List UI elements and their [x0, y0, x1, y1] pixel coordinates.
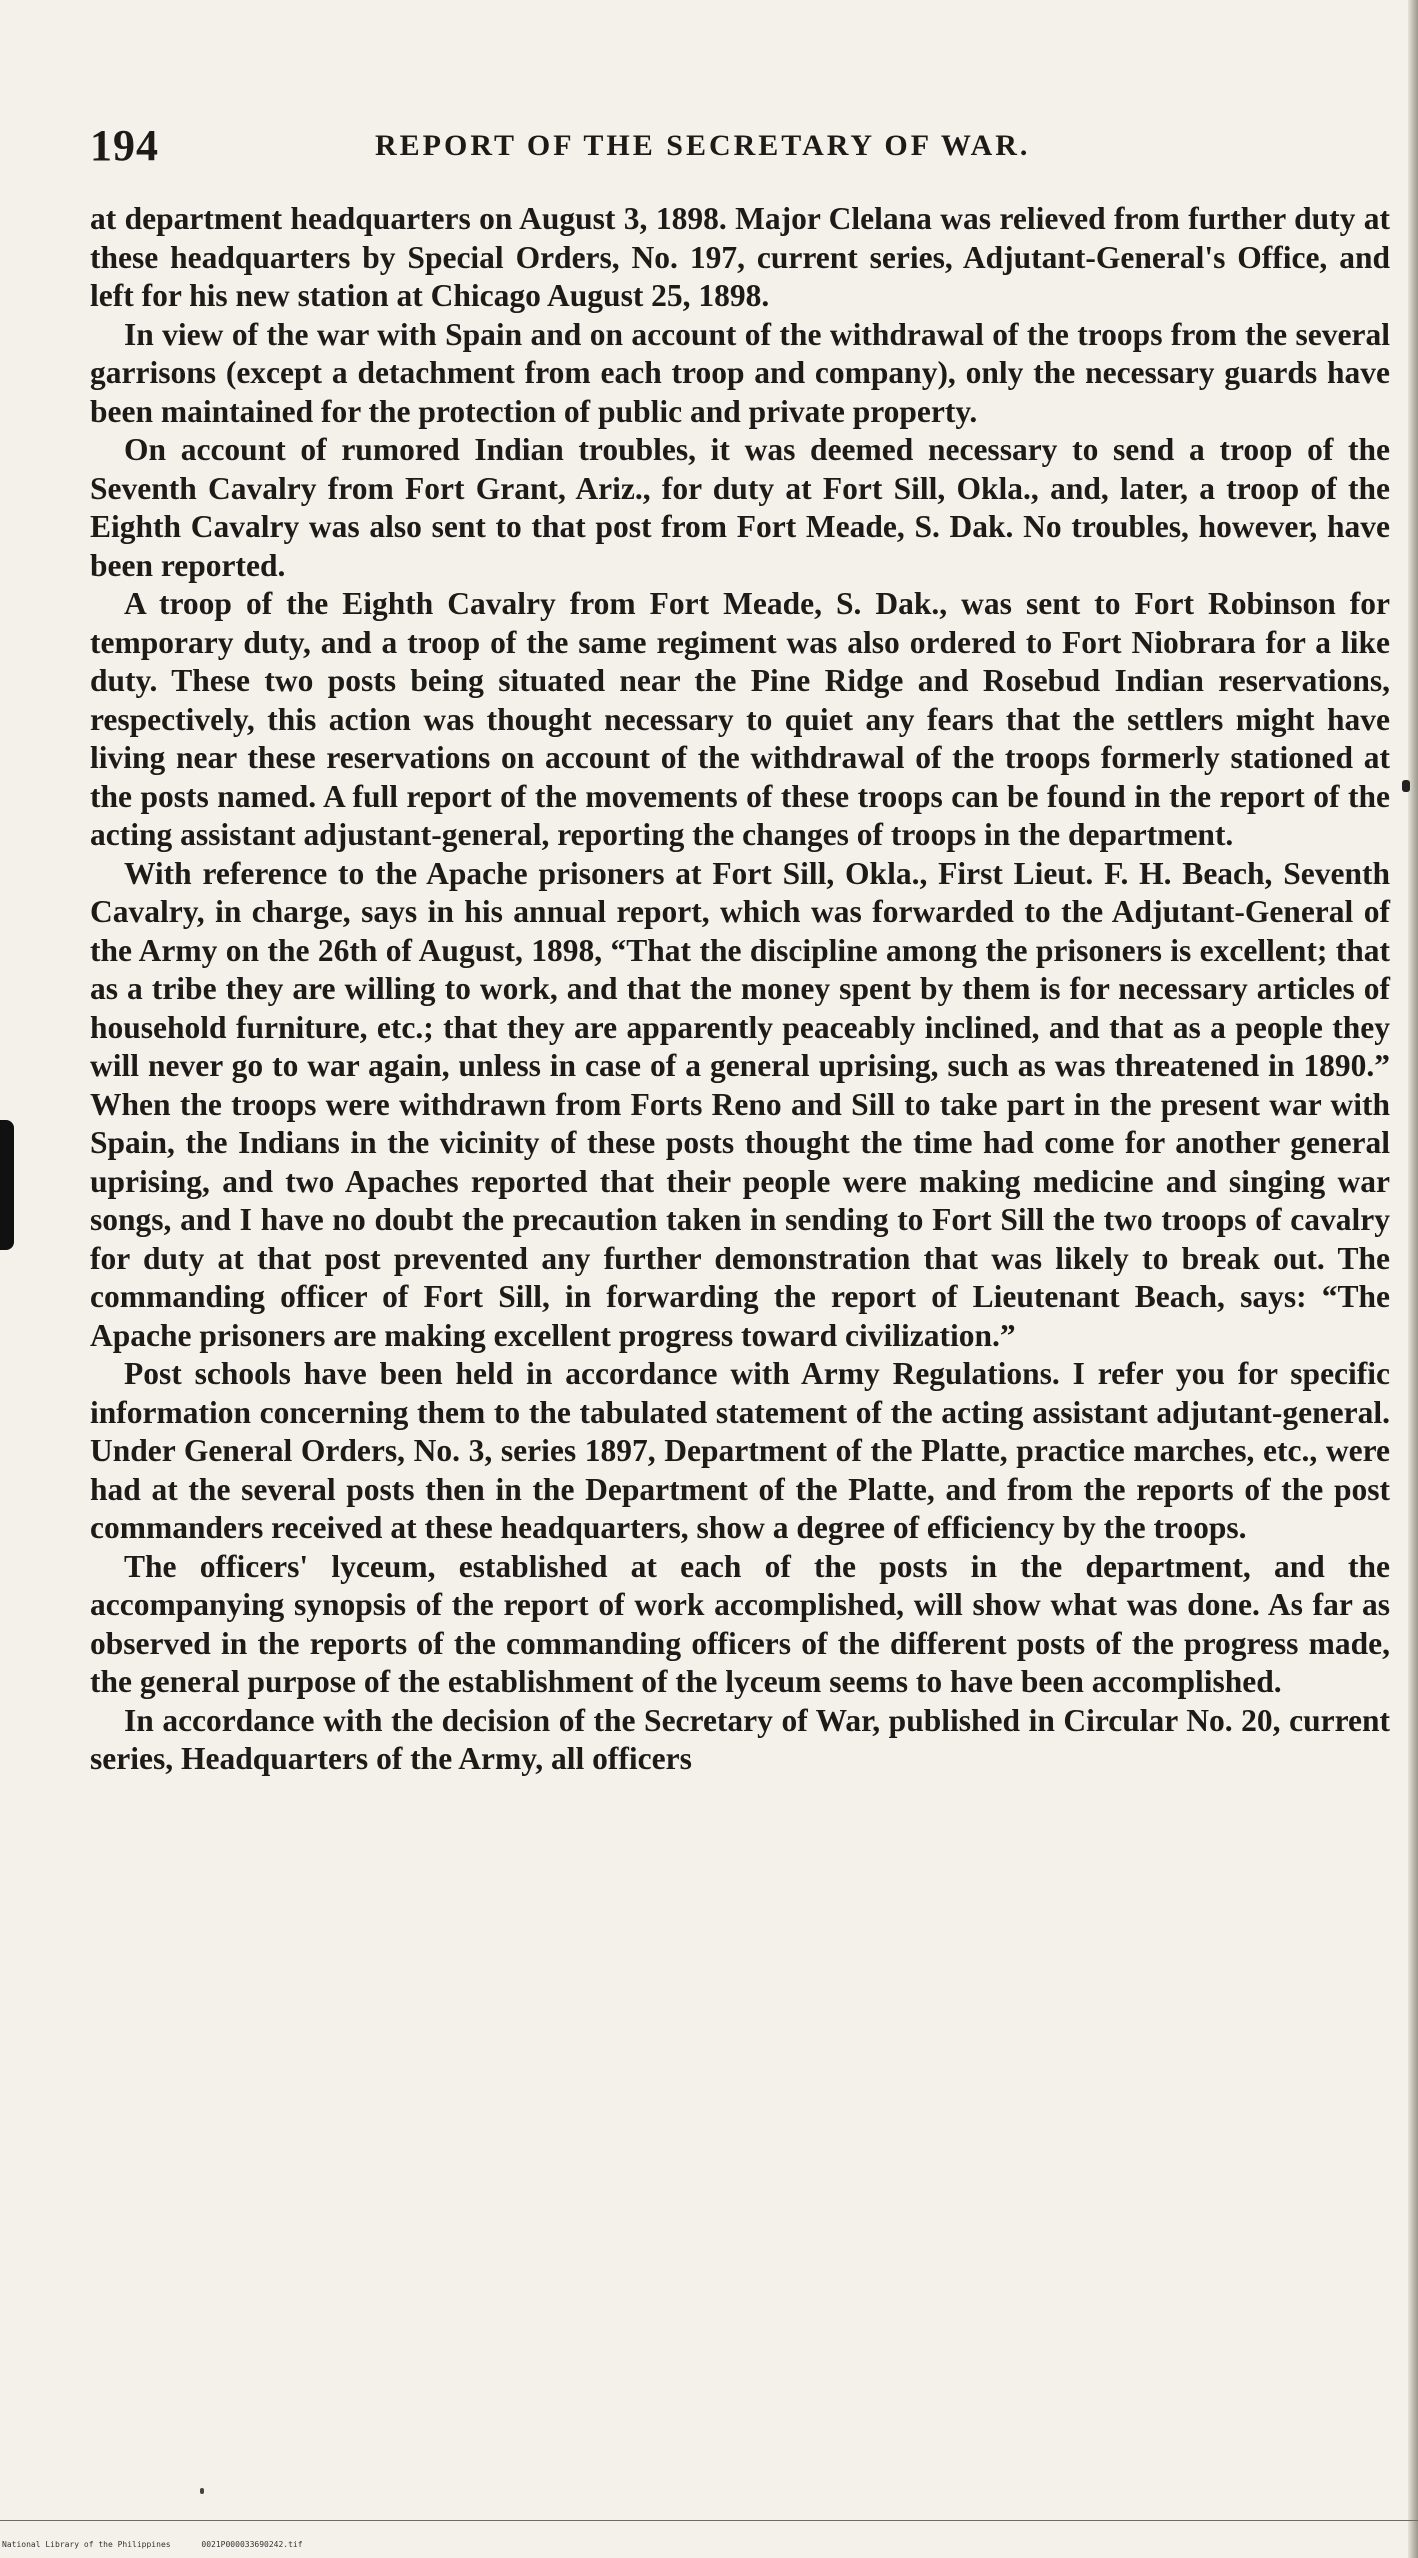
- paragraph-indian-troubles: On account of rumored Indian troubles, it was deemed necessary to send a troop of the Seventh Cavalry from Fort Grant, Ariz., for duty at Fort Sill, Okla., and, later, a troop of the Eighth Cavalry was also sent to that post from Fort Meade, S. Dak. No troubles, however, have been reported.: [90, 432, 1390, 583]
- footer-rule: [0, 2520, 1418, 2521]
- binding-shadow: [0, 1120, 14, 1250]
- paragraph-war-with-spain: In view of the war with Spain and on account of the withdrawal of the troops from the several garrisons (except a detachment from each troop and company), only the necessary guards have been maintained for the protection of public and private property.: [90, 316, 1390, 429]
- paragraph-post-schools: Post schools have been held in accordance with Army Regulations. I refer you for specific information concerning them to the tabulated statement of the acting assistant adjutant-general. Under General Orders, No. 3, series 1897, Department of the Platte, practice marches, etc., were had at the several posts then in the Department of the Platte, and from the reports of the post commanders received at these headquarters, show a degree of efficiency by the troops.: [90, 1356, 1390, 1545]
- page-header: [90, 120, 1390, 180]
- paragraph-apache-prisoners: With reference to the Apache prisoners at Fort Sill, Okla., First Lieut. F. H. Beach, Seventh Cavalry, in charge, says in his annual report, which was forwarded to the Adjutant-General of the Army on the 26th of August, 1898, “That the discipline among the prisoners is excellent; that as a tribe they are willing to work, and that the money spent by them is for necessary articles of household furniture, etc.; that they are apparently peaceably inclined, and that as a people they will never go to war again, unless in case of a general uprising, such as was threatened in 1890.” When the troops were withdrawn from Forts Reno and Sill to take part in the present war with Spain, the Indians in the vicinity of these posts thought the time had come for another general uprising, and two Apaches reported that their people were making medicine and singing war songs, and I have no doubt the precaution taken in sending to Fort Sill the two troops of cavalry for duty at that post prevented any further demonstration that was likely to break out. The commanding officer of Fort Sill, in forwarding the report of Lieutenant Beach, says: “The Apache prisoners are making excellent progress toward civilization.”: [90, 855, 1390, 1353]
- ink-speck: [200, 2488, 204, 2494]
- paragraph-eighth-cavalry: A troop of the Eighth Cavalry from Fort Meade, S. Dak., was sent to Fort Robinson for temporary duty, and a troop of the same regiment was also ordered to Fort Niobrara for a like duty. These two posts being situated near the Pine Ridge and Rosebud Indian reservations, respectively, this action was thought necessary to quiet any fears that the settlers might have living near these reservations on account of the withdrawal of the troops formerly stationed at the posts named. A full report of the movements of these troops can be found in the report of the acting assistant adjustant-general, reporting the changes of troops in the department.: [90, 586, 1390, 852]
- body-text: [90, 200, 1390, 1779]
- footer-library: National Library of the Philippines: [2, 2540, 171, 2549]
- paragraph-circular-no-20: In accordance with the decision of the Secretary of War, published in Circular No. 20, current series, Headquarters of the Army, all officers: [90, 1702, 1390, 1776]
- paragraph-officers-lyceum: The officers' lyceum, established at each of the posts in the department, and the accompanying synopsis of the report of work accomplished, will show what was done. As far as observed in the reports of the commanding officers of the different posts of the progress made, the general purpose of the establishment of the lyceum seems to have been accomplished.: [90, 1548, 1390, 1699]
- paragraph-continuation: at department headquarters on August 3, 1898. Major Clelana was relieved from further duty at these headquarters by Special Orders, No. 197, current series, Adjutant-General's Office, and left for his new station at Chicago August 25, 1898.: [90, 201, 1390, 313]
- footer-file-id: 0021P000033690242.tif: [201, 2540, 303, 2549]
- page-edge: [1408, 0, 1418, 2558]
- page-number: 194: [90, 121, 159, 170]
- running-title: REPORT OF THE SECRETARY OF WAR.: [375, 129, 1031, 162]
- scan-footer: [2, 2540, 329, 2549]
- edge-mark: [1402, 780, 1410, 792]
